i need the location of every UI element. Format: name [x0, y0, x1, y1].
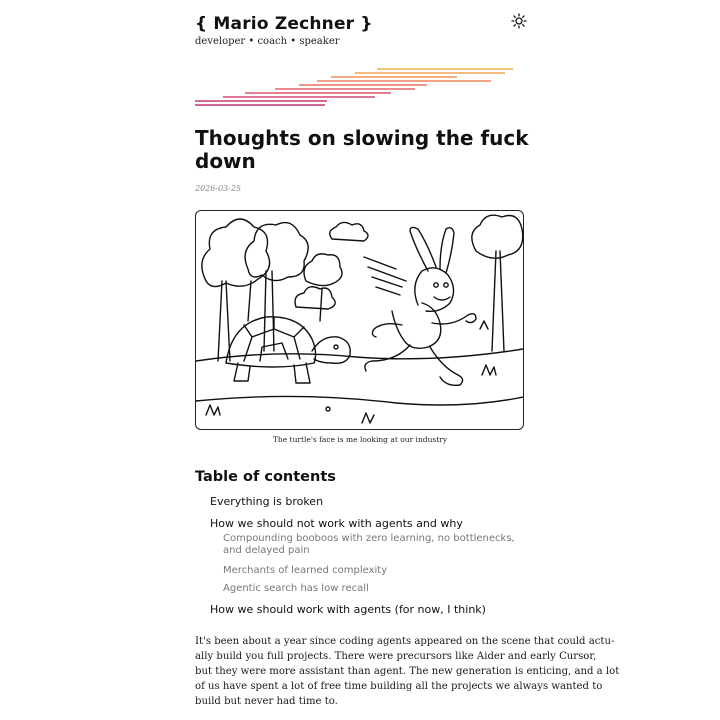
intro-line: of us have spent a lot of free time building all the projects we always wanted to [195, 681, 603, 692]
intro-line: build but never had time to. [195, 696, 338, 707]
toc-link-compounding-booboos[interactable]: Compounding booboos with zero learning, no bottlenecks, and delayed pain [223, 533, 515, 556]
toc-link-agentic-search[interactable]: Agentic search has low recall [223, 583, 369, 594]
sun-icon[interactable] [511, 13, 527, 29]
toc-heading: Table of contents [195, 469, 336, 485]
toc-link-merchants-of-complexity[interactable]: Merchants of learned complexity [223, 565, 388, 576]
site-tagline: developer • coach • speaker [195, 36, 340, 47]
post-title: Thoughts on slowing the fuck down [195, 126, 529, 173]
header-decoration [195, 66, 530, 108]
post-illustration [195, 210, 524, 430]
toc-link-how-not-to-work[interactable]: How we should not work with agents and why [210, 517, 463, 530]
intro-line: ally build you full projects. There were precursors like Aider and early Cursor, [195, 651, 597, 662]
post-date: 2026-03-25 [195, 184, 242, 193]
site-title[interactable]: { Mario Zechner } [195, 14, 373, 34]
intro-line: but they were more assistant than agent. The new generation is enticing, and a lot [195, 666, 620, 677]
toc-link-everything-is-broken[interactable]: Everything is broken [210, 495, 324, 508]
intro-paragraph [195, 634, 620, 709]
figure-caption: The turtle's face is me looking at our industry [272, 435, 448, 444]
toc-link-how-to-work[interactable]: How we should work with agents (for now, I think) [210, 603, 486, 616]
intro-line: It's been about a year since coding agents appeared on the scene that could actu- [195, 636, 615, 647]
